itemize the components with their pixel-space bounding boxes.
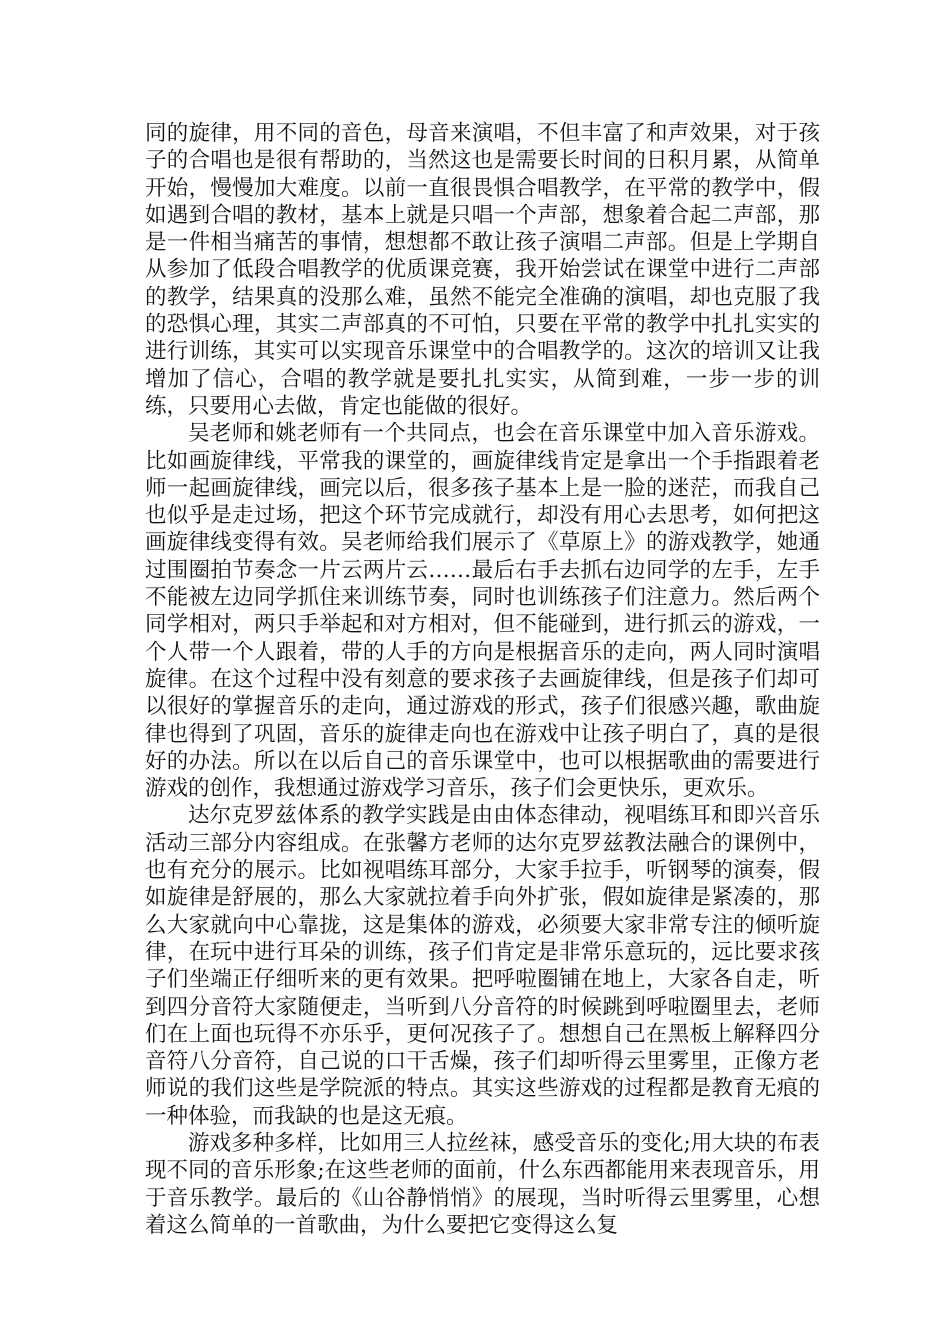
- document-body: [145, 120, 820, 1239]
- paragraph-1: 同的旋律，用不同的音色，母音来演唱，不但丰富了和声效果，对于孩子的合唱也是很有帮助的，当然这也是需要长时间的日积月累，从简单开始，慢慢加大难度。以前一直很畏惧合唱教学，在平常的教学中，假如遇到合唱的教材，基本上就是只唱一个声部，想象着合起二声部，那是一件相当痛苦的事情，想想都不敢让孩子演唱二声部。但是上学期自从参加了低段合唱教学的优质课竞赛，我开始尝试在课堂中进行二声部的教学，结果真的没那么难，虽然不能完全准确的演唱，却也克服了我的恐惧心理，其实二声部真的不可怕，只要在平常的教学中扎扎实实的进行训练，其实可以实现音乐课堂中的合唱教学的。这次的培训又让我增加了信心，合唱的教学就是要扎扎实实，从简到难，一步一步的训练，只要用心去做，肯定也能做的很好。: [145, 121, 820, 419]
- paragraph-2: 吴老师和姚老师有一个共同点，也会在音乐课堂中加入音乐游戏。比如画旋律线，平常我的课堂的，画旋律线肯定是拿出一个手指跟着老师一起画旋律线，画完以后，很多孩子基本上是一脸的迷茫，而我自己也似乎是走过场，把这个环节完成就行，却没有用心去思考，如何把这画旋律线变得有效。吴老师给我们展示了《草原上》的游戏教学，她通过围圈拍节奏念一片云两片云……最后右手去抓右边同学的左手，左手不能被左边同学抓住来训练节奏，同时也训练孩子们注意力。然后两个同学相对，两只手举起和对方相对，但不能碰到，进行抓云的游戏，一个人带一个人跟着，带的人手的方向是根据音乐的走向，两人同时演唱旋律。在这个过程中没有刻意的要求孩子去画旋律线，但是孩子们却可以很好的掌握音乐的走向，通过游戏的形式，孩子们很感兴趣，歌曲旋律也得到了巩固，音乐的旋律走向也在游戏中让孩子明白了，真的是很好的办法。所以在以后自己的音乐课堂中，也可以根据歌曲的需要进行游戏的创作，我想通过游戏学习音乐，孩子们会更快乐，更欢乐。: [145, 421, 820, 802]
- paragraph-3: 达尔克罗兹体系的教学实践是由由体态律动，视唱练耳和即兴音乐活动三部分内容组成。在张馨方老师的达尔克罗兹教法融合的课例中，也有充分的展示。比如视唱练耳部分，大家手拉手，听钢琴的演奏，假如旋律是舒展的，那么大家就拉着手向外扩张，假如旋律是紧凑的，那么大家就向中心靠拢，这是集体的游戏，必须要大家非常专注的倾听旋律，在玩中进行耳朵的训练，孩子们肯定是非常乐意玩的，远比要求孩子们坐端正仔细听来的更有效果。把呼啦圈铺在地上，大家各自走，听到四分音符大家随便走，当听到八分音符的时候跳到呼啦圈里去，老师们在上面也玩得不亦乐乎，更何况孩子了。想想自己在黑板上解释四分音符八分音符，自己说的口干舌燥，孩子们却听得云里雾里，正像方老师说的我们这些是学院派的特点。其实这些游戏的过程都是教育无痕的一种体验，而我缺的也是这无痕。: [145, 803, 820, 1129]
- paragraph-4: 游戏多种多样，比如用三人拉丝袜，感受音乐的变化;用大块的布表现不同的音乐形象;在这些老师的面前，什么东西都能用来表现音乐，用于音乐教学。最后的《山谷静悄悄》的展现，当时听得云里雾里，心想着这么简单的一首歌曲，为什么要把它变得这么复: [145, 1130, 820, 1238]
